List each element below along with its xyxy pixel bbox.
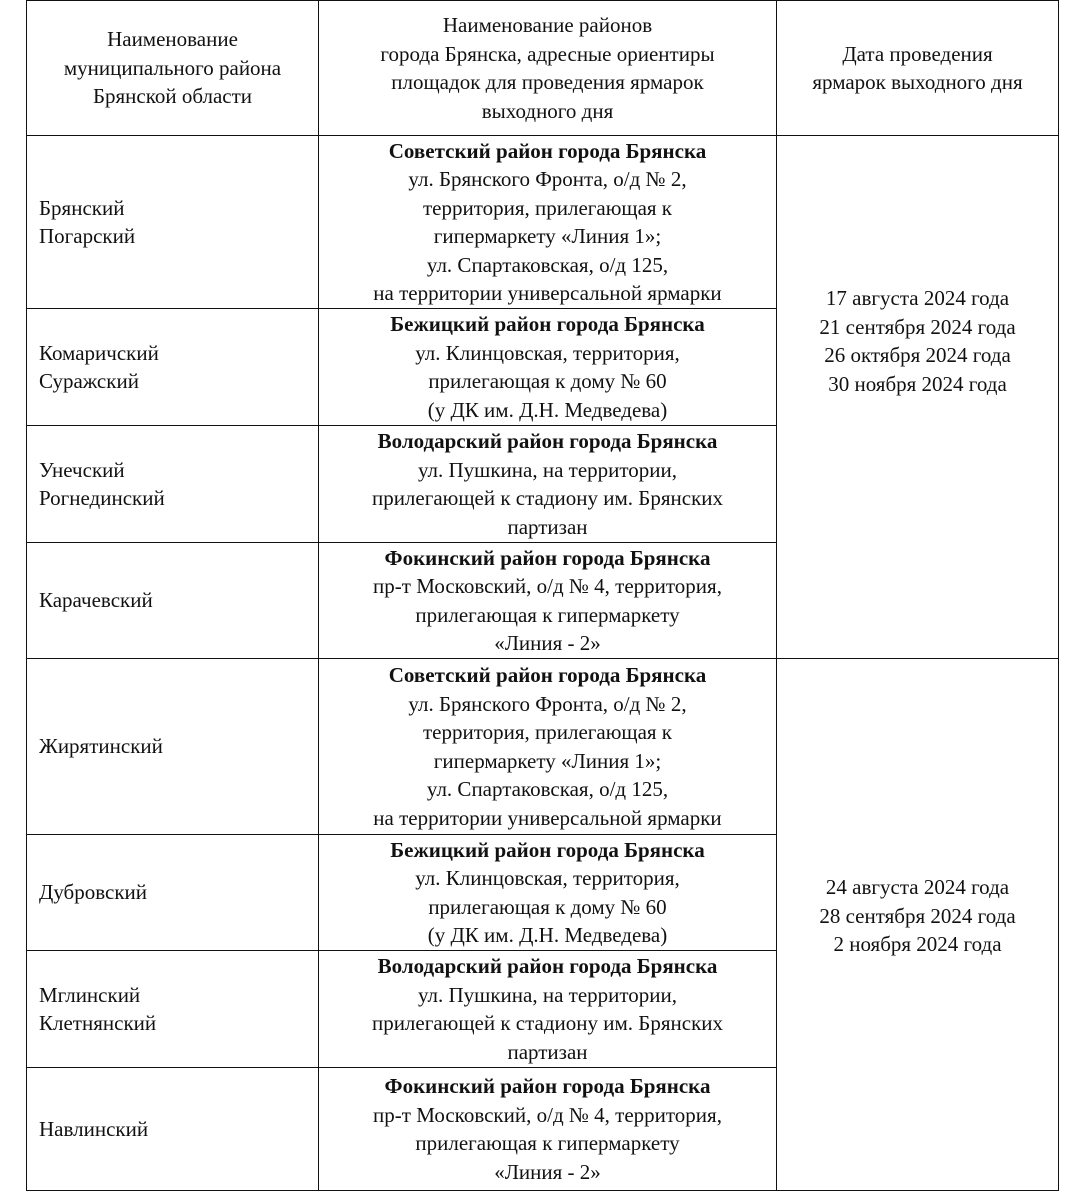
header-fair-dates: Дата проведения ярмарок выходного дня [777, 1, 1059, 136]
table-row [27, 136, 1059, 309]
municipal-district-cell: Жирятинский [27, 659, 319, 835]
venue-title: Бежицкий район города Брянска [390, 312, 705, 336]
venue-cell: Володарский район города Брянска ул. Пушкина, на территории, прилегающей к стадиону им. Брянских партизан [319, 951, 777, 1068]
municipal-district-cell: Дубровский [27, 835, 319, 951]
header-municipal-district: Наименование муниципального района Брянской области [27, 1, 319, 136]
venue-cell: Володарский район города Брянска ул. Пушкина, на территории, прилегающей к стадиону им. Брянских партизан [319, 426, 777, 543]
venue-title: Фокинский район города Брянска [384, 545, 711, 570]
municipal-district-cell: Мглинский Клетнянский [27, 951, 319, 1068]
municipal-district-cell: Унечский Рогнединский [27, 426, 319, 543]
fair-schedule-table [26, 0, 1059, 1191]
municipal-district-cell: Карачевский [27, 543, 319, 659]
venue-cell: Бежицкий район города Брянска ул. Клинцовская, территория, прилегающая к дому № 60 (у ДК им. Д.Н. Медведева) [319, 309, 777, 426]
venue-title: Володарский район города Брянска [377, 429, 718, 453]
venue-title: Фокинский район города Брянска [384, 1074, 711, 1098]
fair-dates-cell-group-2: 24 августа 2024 года 28 сентября 2024 года 2 ноября 2024 года [777, 659, 1059, 1191]
header-city-districts-addresses: Наименование районов города Брянска, адресные ориентиры площадок для проведения ярмарок выходного дня [319, 1, 777, 136]
venue-title: Бежицкий район города Брянска [390, 837, 705, 862]
municipal-district-cell: Навлинский [27, 1068, 319, 1191]
venue-cell: Фокинский район города Брянска пр-т Московский, о/д № 4, территория, прилегающая к гипермаркету «Линия - 2» [319, 1068, 777, 1191]
venue-title: Советский район города Брянска [388, 138, 707, 163]
venue-cell: Бежицкий район города Брянска ул. Клинцовская, территория, прилегающая к дому № 60 (у ДК им. Д.Н. Медведева) [319, 835, 777, 951]
venue-cell: Советский район города Брянска ул. Брянского Фронта, о/д № 2, территория, прилегающая к гипермаркету «Линия 1»; ул. Спартаковская, о/д 125, на территории универсальной ярмарки [319, 136, 777, 309]
venue-title: Володарский район города Брянска [377, 954, 718, 978]
fair-dates-cell-group-1: 17 августа 2024 года 21 сентября 2024 года 26 октября 2024 года 30 ноября 2024 года [777, 136, 1059, 659]
header-row [27, 1, 1059, 136]
municipal-district-cell: Комаричский Суражский [27, 309, 319, 426]
venue-cell: Советский район города Брянска ул. Брянского Фронта, о/д № 2, территория, прилегающая к гипермаркету «Линия 1»; ул. Спартаковская, о/д 125, на территории универсальной ярмарки [319, 659, 777, 835]
venue-cell: Фокинский район города Брянска пр-т Московский, о/д № 4, территория, прилегающая к гипермаркету «Линия - 2» [319, 543, 777, 659]
municipal-district-cell: Брянский Погарский [27, 136, 319, 309]
venue-title: Советский район города Брянска [388, 663, 707, 687]
table-row [27, 659, 1059, 835]
